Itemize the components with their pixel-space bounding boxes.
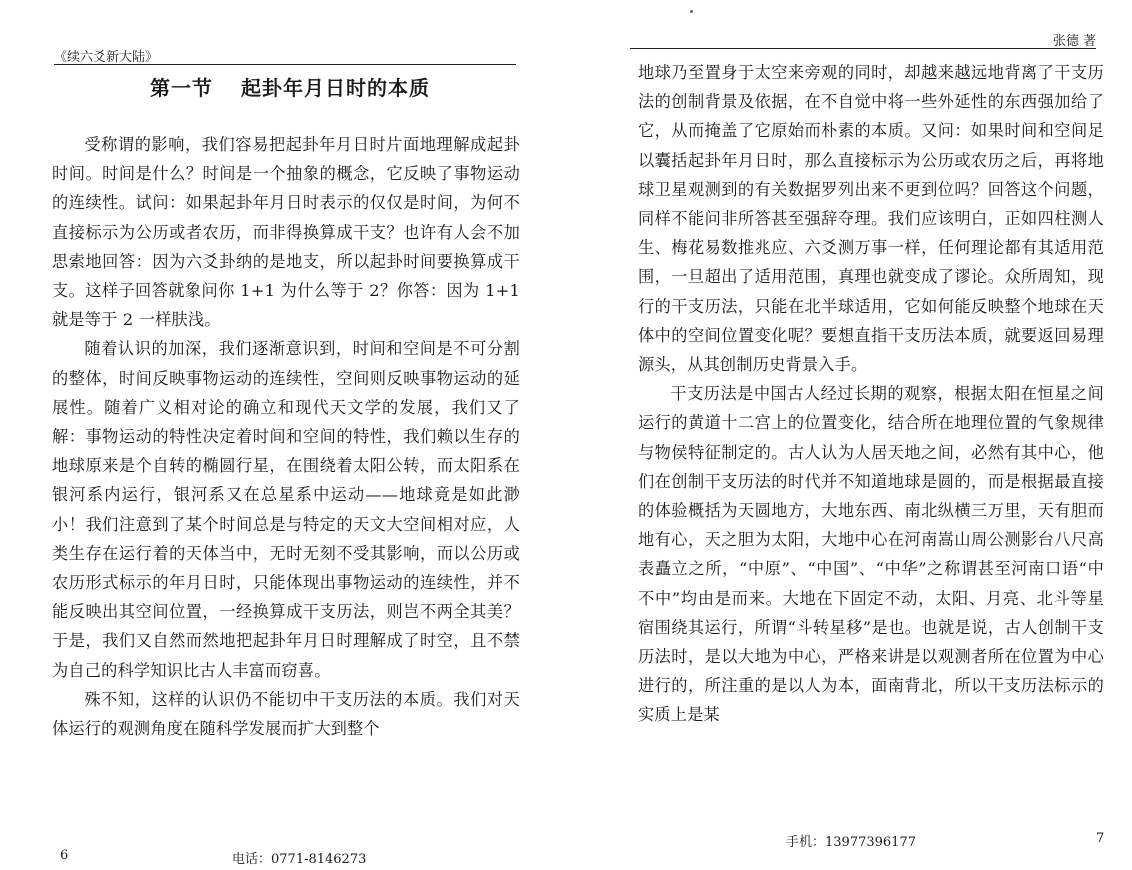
- mobile-footer: 手机：13977396177: [786, 835, 916, 850]
- paragraph: 受称谓的影响，我们容易把起卦年月日时片面地理解成起卦时间。时间是什么？时间是一个抽象的概念，它反映了事物运动的连续性。试问：如果起卦年月日时表示的仅仅是时间，为何不直接标示为公历或者农历，而非得换算成干支？也许有人会不加思索地回答：因为六爻卦纳的是地支，所以起卦时间要换算成干支。这样子回答就象问你 1+1 为什么等于 2？你答：因为 1+1 就是等于 2 一样肤浅。: [52, 135, 520, 330]
- header-rule: [630, 48, 1096, 49]
- paragraph: 随着认识的加深，我们逐渐意识到，时间和空间是不可分割的整体，时间反映事物运动的连续性，空间则反映事物运动的延展性。随着广义相对论的确立和现代天文学的发展，我们又了解：事物运动的特性决定着时间和空间的特性，我们赖以生存的地球原来是个自转的椭圆行星，在围绕着太阳公转，而太阳系在银河系内运行，银河系又在总星系中运动——地球竟是如此渺小！我们注意到了某个时间总是与特定的天文大空间相对应，人类生存在运行着的天体当中，无时无刻不受其影响，而以公历或农历形式标示的年月日时，只能体现出事物运动的连续性，并不能反映出其空间位置，一经换算成干支历法，则岂不两全其美？于是，我们又自然而然地把起卦年月日时理解成了时空，且不禁为自己的科学知识比古人丰富而窃喜。: [52, 339, 520, 680]
- page-number: 7: [1096, 831, 1105, 846]
- book-title-header: 《续六爻新大陆》: [54, 50, 159, 65]
- author-header: 张德 著: [1052, 34, 1096, 49]
- paragraph: 地球乃至置身于太空来旁观的同时，却越来越远地背离了干支历法的创制背景及依据，在不自觉中将一些外延性的东西强加给了它，从而掩盖了它原始而朴素的本质。又问：如果时间和空间足以囊括起卦年月日时，那么直接标示为公历或农历之后，再将地球卫星观测到的有关数据罗列出来不更到位吗？回答这个问题，同样不能问非所答甚至强辞夺理。我们应该明白，正如四柱测人生、梅花易数推兆应、六爻测万事一样，任何理论都有其适用范围，一旦超出了适用范围，真理也就变成了谬论。众所周知，现行的干支历法，只能在北半球适用，它如何能反映整个地球在天体中的空间位置变化呢？要想直指干支历法本质，就要返回易理源头，从其创制历史背景入手。: [638, 63, 1104, 375]
- section-heading: 起卦年月日时的本质: [241, 76, 430, 100]
- scan-speck: [690, 10, 693, 13]
- right-page: [566, 0, 1132, 870]
- paragraph: 干支历法是中国古人经过长期的观察，根据太阳在恒星之间运行的黄道十二宫上的位置变化，结合所在地理位置的气象规律与物侯特征制定的。古人认为人居天地之间，必然有其中心，他们在创制干支历法的时代并不知道地球是圆的，而是根据最直接的体验概括为天圆地方，大地东西、南北纵横三万里，天有胆而地有心，天之胆为太阳，大地中心在河南嵩山周公测影台八尺高表矗立之所，“中原”、“中国”、“中华”之称谓甚至河南口语“中不中”均由是而来。大地在下固定不动，太阳、月亮、北斗等星宿围绕其运行，所谓“斗转星移”是也。也就是说，古人创制干支历法时，是以大地为中心，严格来讲是以观测者所在位置为中心进行的，所注重的是以人为本，面南背北，所以干支历法标示的实质上是某: [638, 384, 1104, 725]
- page-number: 6: [60, 848, 69, 863]
- section-title: [150, 72, 430, 101]
- header-rule: [54, 64, 516, 65]
- left-page: [0, 0, 560, 870]
- section-number: 第一节: [150, 76, 213, 100]
- paragraph: 殊不知，这样的认识仍不能切中干支历法的本质。我们对天体运行的观测角度在随科学发展而扩大到整个: [52, 689, 520, 739]
- left-body-text: [52, 130, 520, 743]
- phone-footer: 电话：0771-8146273: [232, 852, 367, 867]
- right-body-text: [638, 58, 1104, 730]
